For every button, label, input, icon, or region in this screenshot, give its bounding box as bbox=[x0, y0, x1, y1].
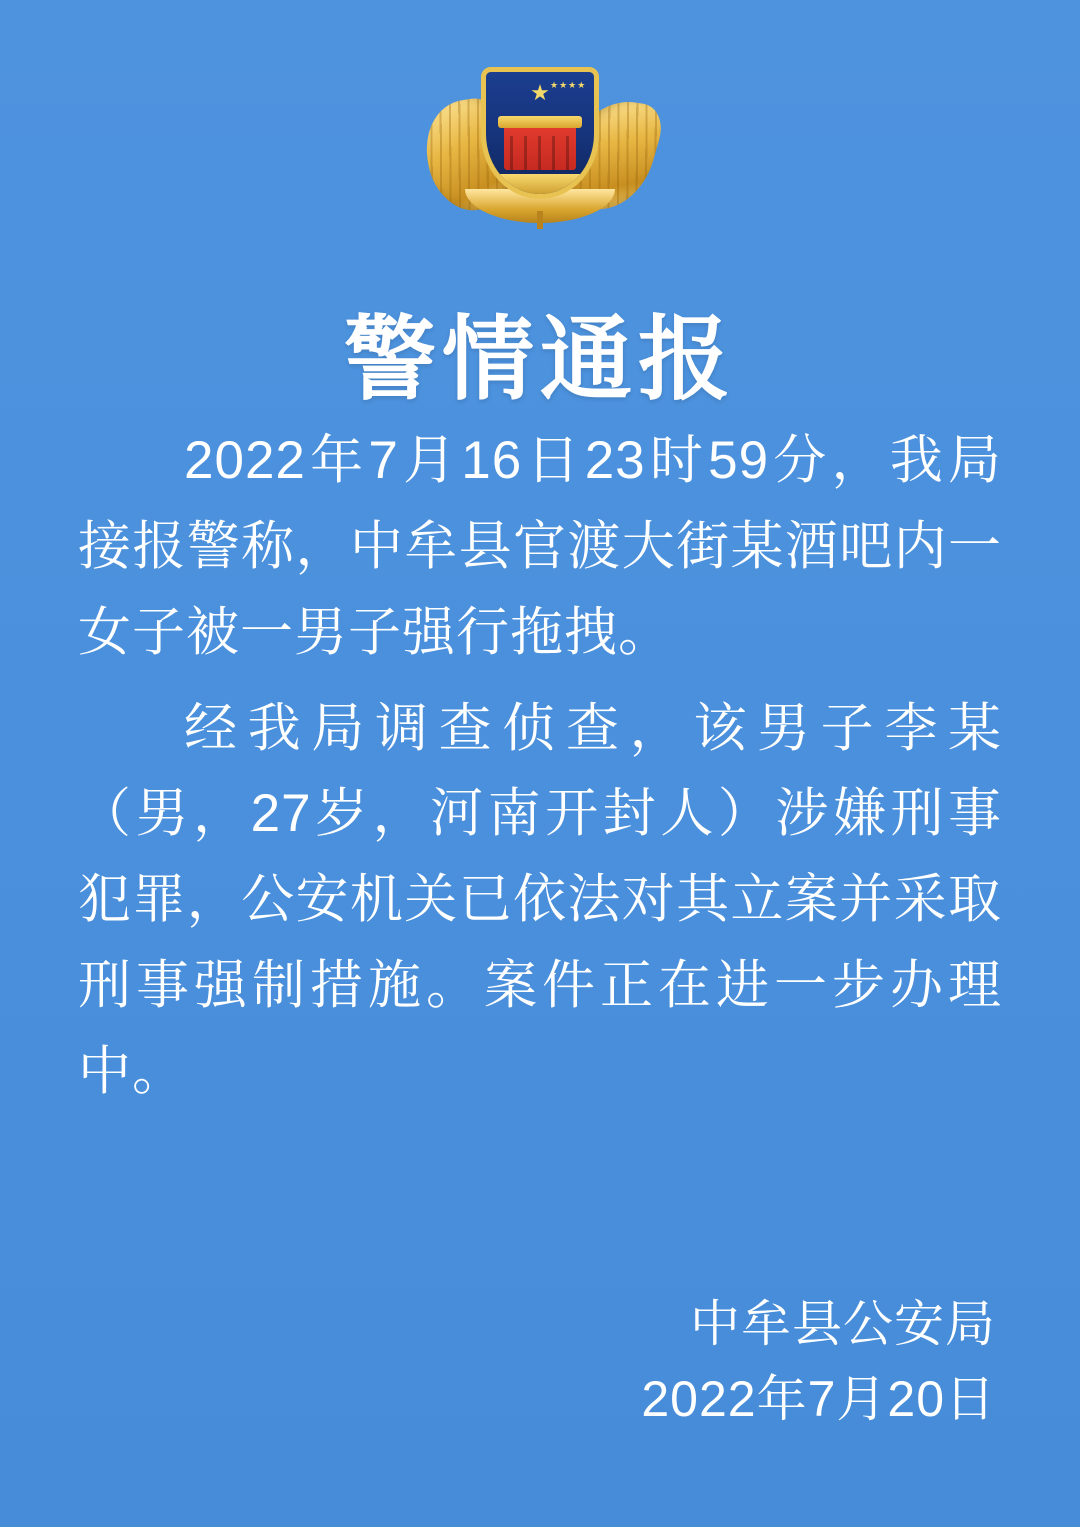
emblem-shield-icon bbox=[481, 67, 599, 199]
notice-body bbox=[78, 418, 1002, 1125]
notice-paragraph-2: 经我局调查侦查，该男子李某（男，27岁，河南开封人）涉嫌刑事犯罪，公安机关已依法对其立案并采取刑事强制措施。案件正在进一步办理中。 bbox=[78, 698, 1002, 1102]
signature-block bbox=[641, 1287, 996, 1437]
emblem-star-icon: ★ bbox=[530, 80, 550, 105]
police-emblem-icon bbox=[425, 51, 655, 231]
signature-organization: 中牟县公安局 bbox=[690, 1296, 996, 1352]
page-title: 警情通报 bbox=[343, 308, 736, 411]
emblem-pillar bbox=[537, 211, 543, 229]
emblem-tiananmen-icon bbox=[504, 126, 576, 170]
emblem-container bbox=[0, 46, 1080, 236]
emblem-small-stars-icon: ★★★★ bbox=[550, 80, 587, 90]
emblem-shield-base bbox=[486, 174, 594, 194]
signature-date: 2022年7月20日 bbox=[641, 1371, 996, 1427]
notice-paragraph-1: 2022年7月16日23时59分，我局接报警称，中牟县官渡大街某酒吧内一女子被一男子强行拖拽。 bbox=[78, 431, 1002, 662]
emblem-gate-columns bbox=[510, 136, 570, 170]
